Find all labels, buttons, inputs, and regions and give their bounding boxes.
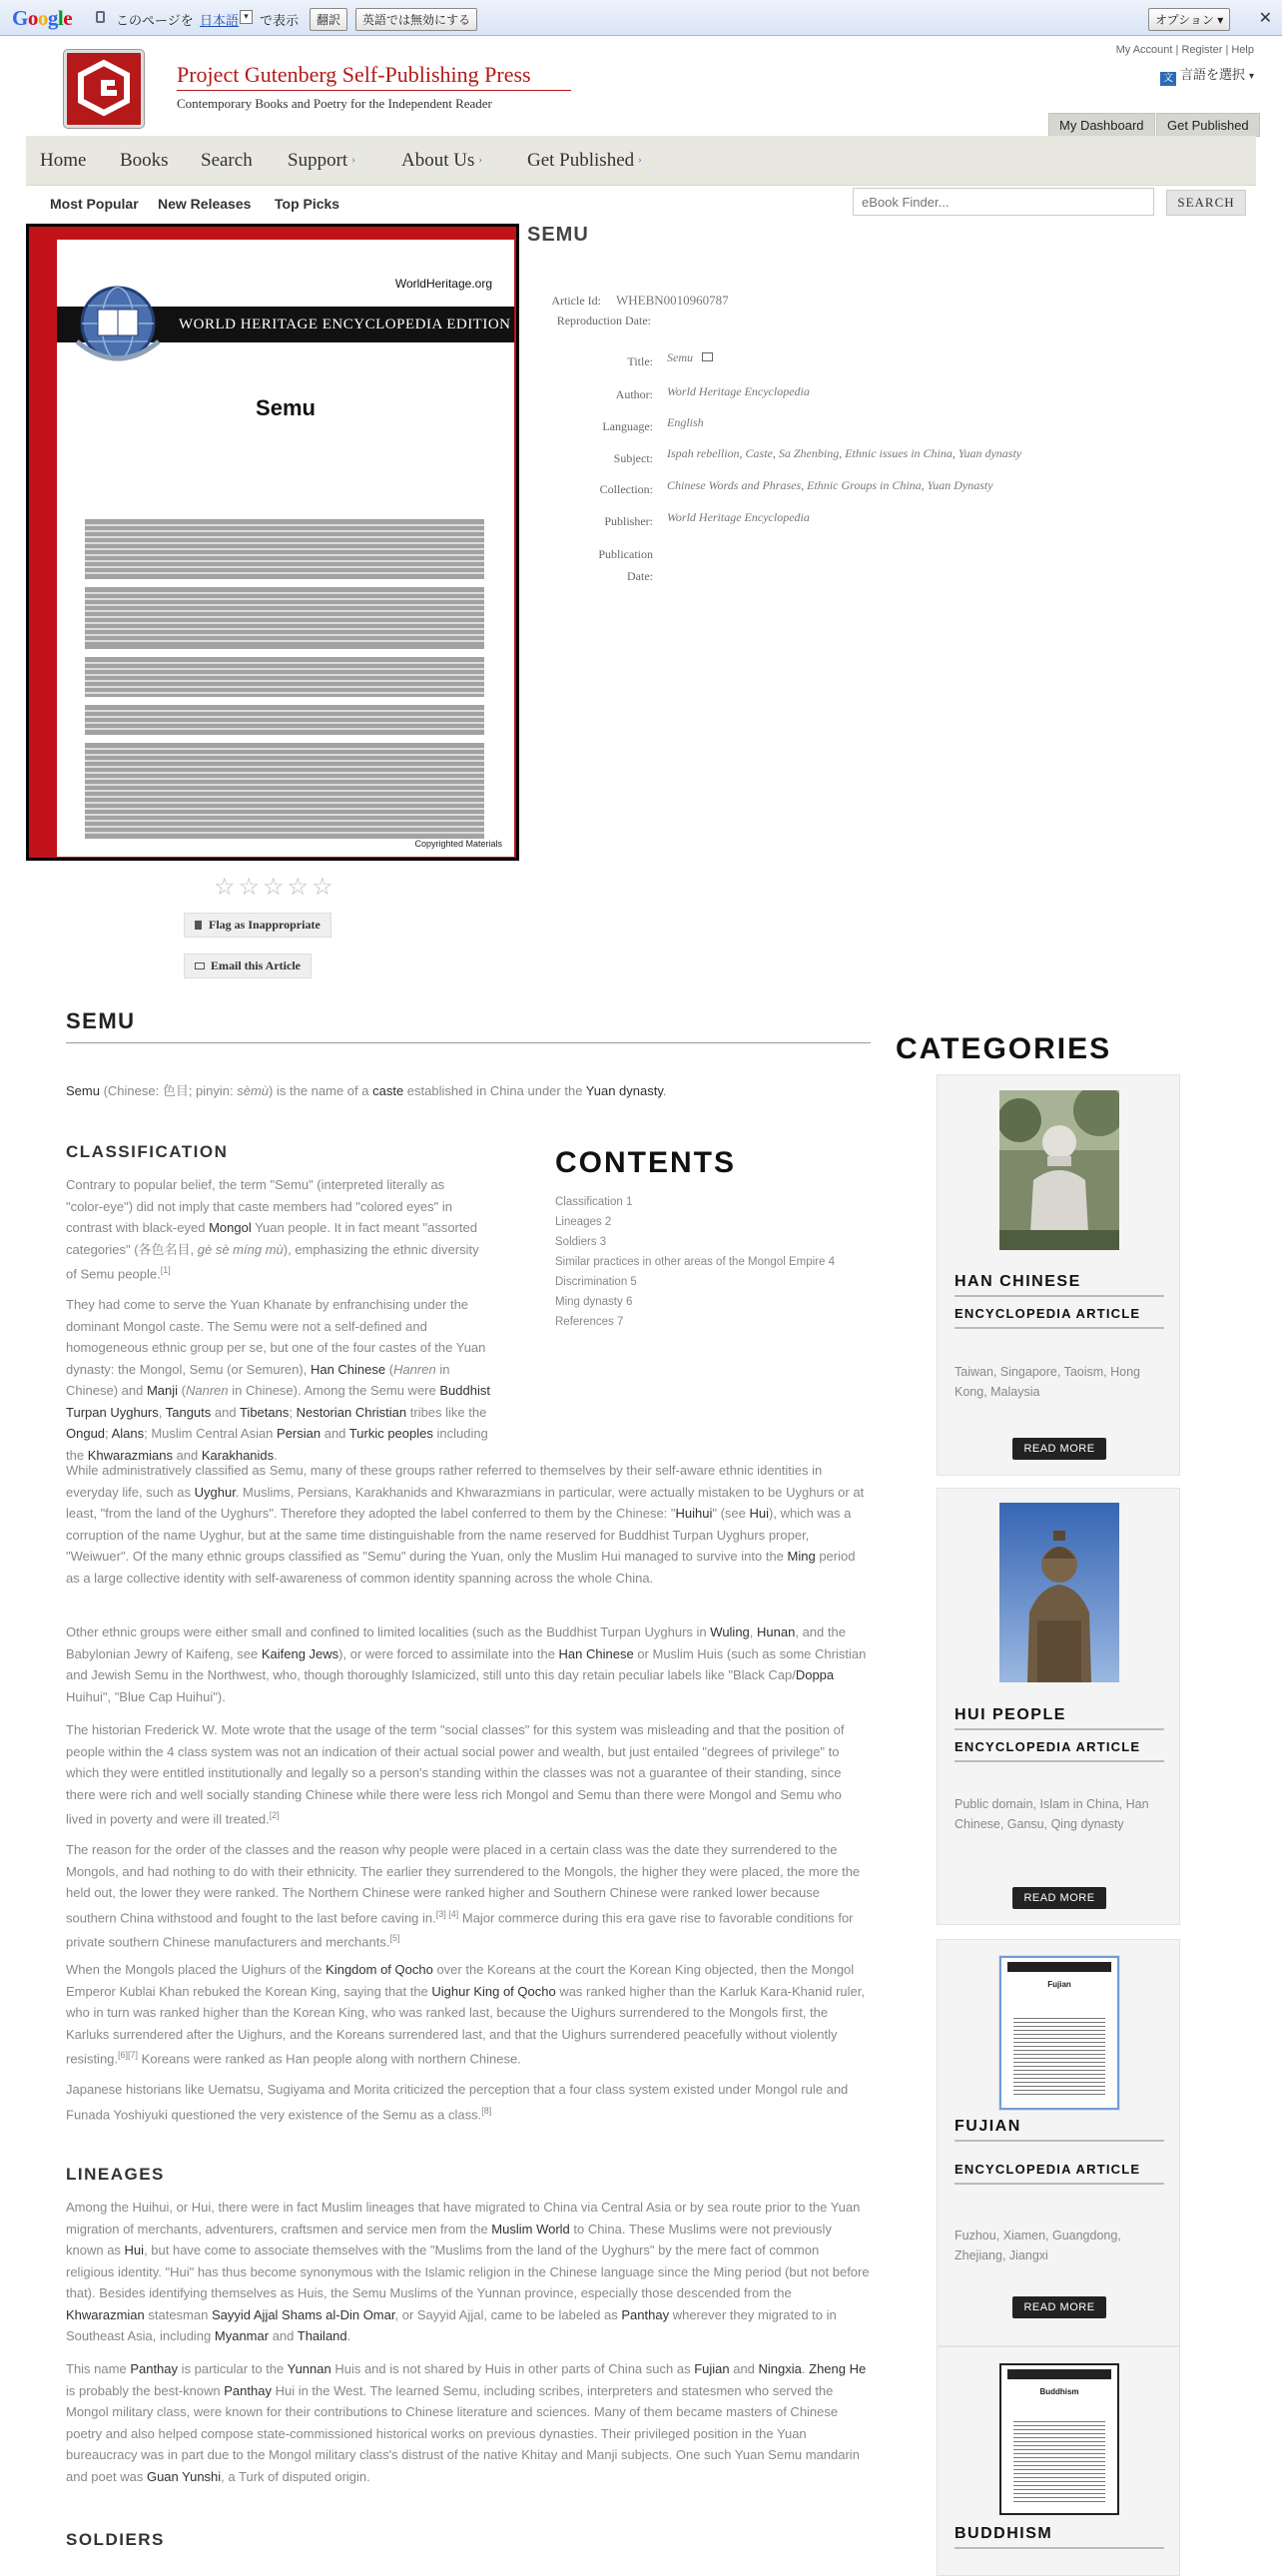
cover-copyright: Copyrighted Materials [414, 839, 502, 849]
fujian-cover[interactable]: Fujian [999, 1956, 1119, 2110]
translate-text: このページを [116, 13, 194, 28]
lineages-heading: LINEAGES [66, 2165, 165, 2184]
collection-label: Collection: [599, 482, 653, 496]
hui-people-photo[interactable] [999, 1503, 1119, 1682]
card-title[interactable]: HAN CHINESE [955, 1273, 1081, 1290]
nav-about-us[interactable]: About Us › [401, 150, 483, 171]
intro-paragraph: Semu (Chinese: 色目; pinyin: sèmù) is the name of a caste established in China under the Yuan dynasty. [66, 1083, 667, 1098]
classification-para-6: The reason for the order of the classes and the reason why people were placed in a certain class was the date they surrendered to the Mongols, and had nothing to do with their ethnicity. The earlier they surrendered to the Mongols, the higher they were placed, the more the held out, the lower they were ranked. The Northern Chinese were ranked higher and Southern Chinese were ranked lower because southern China withstood and fought to the last before caving in.[3] [4] Major commerce during this era gave rise to favorable conditions for private southern Chinese manufacturers and merchants.[5] [66, 1842, 861, 1950]
categories-heading: CATEGORIES [896, 1032, 1112, 1065]
cover-text-block [85, 519, 484, 839]
classification-heading: CLASSIFICATION [66, 1142, 229, 1161]
language-selector[interactable]: 文 言語を選択 ▾ [1160, 64, 1254, 86]
buddhism-cover[interactable]: Buddhism [999, 2363, 1119, 2515]
ebook-search-input[interactable] [853, 188, 1154, 216]
language-label: Language: [602, 419, 653, 433]
title-underline [177, 90, 571, 91]
card-divider [955, 1728, 1164, 1730]
nav-get-published[interactable]: Get Published › [527, 150, 642, 171]
publisher-value[interactable]: World Heritage Encyclopedia [667, 510, 810, 524]
subnav-new-releases[interactable]: New Releases [158, 196, 252, 212]
publisher-label: Publisher: [604, 514, 653, 528]
translate-text-2: で表示 [260, 13, 300, 28]
read-more-button[interactable]: READ MORE [1012, 2296, 1106, 2318]
card-divider [955, 2183, 1164, 2185]
category-card-fujian[interactable] [937, 1939, 1180, 2346]
language-select[interactable]: 日本語 [200, 13, 240, 28]
subject-label: Subject: [613, 451, 653, 465]
search-button[interactable]: SEARCH [1166, 190, 1246, 216]
cover-site: WorldHeritage.org [394, 277, 492, 291]
toc-item[interactable]: Classification 1 [555, 1196, 633, 1208]
site-subtitle: Contemporary Books and Poetry for the Independent Reader [177, 96, 492, 111]
disable-english-button[interactable]: 英語では無効にする [355, 8, 477, 31]
classification-para-1: Contrary to popular belief, the term "Semu" (interpreted literally as "color-eye") did not imply that caste members had "colored eyes" in contrast with black-eyed Mongol Yuan people. It in fact meant "assorted categories" (各色名目, gè sè míng mù), emphasizing the ethnic diversity of Semu people.[1] [66, 1177, 479, 1282]
article-id-label: Article Id: [551, 294, 601, 308]
author-value[interactable]: World Heritage Encyclopedia [667, 384, 810, 398]
toc-item[interactable]: Ming dynasty 6 [555, 1296, 633, 1308]
nav-books[interactable]: Books [120, 150, 169, 171]
han-chinese-photo[interactable] [999, 1090, 1119, 1250]
read-more-button[interactable]: READ MORE [1012, 1887, 1106, 1909]
heading-rule [66, 1042, 871, 1043]
subnav-most-popular[interactable]: Most Popular [50, 196, 139, 212]
toc-item[interactable]: Lineages 2 [555, 1216, 612, 1228]
rating-stars[interactable]: ☆☆☆☆☆ [214, 874, 336, 901]
lineages-para-2: This name Panthay is particular to the Yunnan Huis and is not shared by Huis in other parts of China such as Fujian and Ningxia. Zheng He is probably the best-known Panthay Hui in the West. The learned Semu, including scribes, interpreters and statesmen who served the Mongol military class, were known for their contributions to Chinese literature and sciences. Many of them became masters of Chinese poetry and also helped compose state-commissioned historical works on previous dynasties. Their privileged position in the Yuan bureaucracy was in part due to the Mongol military class's distrust of the native Khitay and Manji subjects. One such Yuan Semu mandarin and poet was Guan Yunshi, a Turk of disputed origin. [66, 2361, 867, 2484]
card-divider [955, 2140, 1164, 2142]
category-card-hui-people[interactable] [937, 1488, 1180, 1925]
lock-icon [96, 11, 105, 23]
flag-button[interactable]: Flag as Inappropriate [184, 913, 331, 938]
card-description: Fuzhou, Xiamen, Guangdong, Zhejiang, Jiangxi [955, 2229, 1121, 2262]
lineages-para-1: Among the Huihui, or Hui, there were in fact Muslim lineages that have migrated to China via Central Asia or by sea route prior to the Yuan migration of merchants, adventurers, craftsmen and service men from the Muslim World to China. These Muslims were not previously known as Hui, but have come to associate themselves with the "Muslims from the land of the Uyghurs" by the mere fact of common religious identity. "Hui" has thus become synonymous with the Islamic religion in the Chinese language since the Ming period (but not before that). Besides identifying themselves as Huis, the Semu Muslims of the Yunnan province, especially those descended from the Khwarazmian statesman Sayyid Ajjal Shams al-Din Omar, or Sayyid Ajjal, came to be labeled as Panthay wherever they migrated to in Southeast Asia, including Myanmar and Thailand. [66, 2200, 870, 2343]
classification-para-8: Japanese historians like Uematsu, Sugiyama and Morita criticized the perception that a four class system existed under Mongol rule and Funada Yoshiyuki questioned the very existence of the Semu as a class.[8] [66, 2082, 849, 2122]
chevron-right-icon: › [351, 154, 355, 166]
options-button[interactable]: オプション ▾ [1148, 8, 1230, 31]
card-subtitle: ENCYCLOPEDIA ARTICLE [955, 1739, 1141, 1754]
close-icon[interactable]: ✕ [1258, 10, 1272, 27]
card-title[interactable]: BUDDHISM [955, 2525, 1053, 2542]
pubdate-label-1: Publication [598, 547, 653, 561]
cover-title: Semu [256, 395, 316, 420]
card-divider [955, 1760, 1164, 1762]
contents-heading: CONTENTS [555, 1146, 736, 1179]
globe-logo-icon [71, 280, 165, 373]
toc-item[interactable]: References 7 [555, 1316, 624, 1328]
toc-item[interactable]: Soldiers 3 [555, 1236, 607, 1248]
read-more-button[interactable]: READ MORE [1012, 1438, 1106, 1460]
chevron-right-icon: › [478, 154, 483, 166]
card-divider [955, 2547, 1164, 2549]
language-value: English [667, 415, 704, 429]
card-title[interactable]: HUI PEOPLE [955, 1706, 1066, 1723]
card-divider [955, 1295, 1164, 1297]
card-description: Public domain, Islam in China, Han Chinese, Gansu, Qing dynasty [955, 1797, 1149, 1831]
email-button[interactable]: Email this Article [184, 954, 312, 978]
info-heading: SEMU [527, 224, 589, 246]
card-subtitle: ENCYCLOPEDIA ARTICLE [955, 1306, 1141, 1321]
card-divider [955, 1327, 1164, 1329]
classification-para-2: They had come to serve the Yuan Khanate by enfranchising under the dominant Mongol caste. The Semu were not a self-defined and homogeneous ethnic group per se, but one of the four castes of the Yuan dynasty: the Mongol, Semu (or Semuren), Han Chinese (Hanren in Chinese) and Manji (Nanren in Chinese). Among the Semu were Buddhist Turpan Uyghurs, Tanguts and Tibetans; Nestorian Christian tribes like the Ongud; Alans; Muslim Central Asian Persian and Turkic peoples including the Khwarazmians and Karakhanids. [66, 1297, 490, 1463]
classification-para-4: Other ethnic groups were either small and confined to limited localities (such as the Buddhist Turpan Uyghurs in Wuling, Hunan, and the Babylonian Jewry of Kaifeng, see Kaifeng Jews), or were forced to assimilate into the Han Chinese or Muslim Huis (such as some Christian and Jewish Semu in the Northwest, who, though thoroughly Islamicized, still unto this day retain peculiar labels like "Black Cap/Doppa Huihui", "Blue Cap Huihui"). [66, 1624, 867, 1704]
language-dropdown-icon[interactable]: ▾ [240, 10, 253, 24]
category-card-han-chinese[interactable] [937, 1074, 1180, 1476]
collection-value[interactable]: Chinese Words and Phrases, Ethnic Groups in China, Yuan Dynasty [667, 478, 993, 492]
soldiers-heading: SOLDIERS [66, 2530, 165, 2549]
chevron-right-icon: › [638, 154, 642, 166]
google-logo: Google [12, 6, 73, 30]
nav-home[interactable]: Home [40, 150, 87, 171]
classification-para-3: While administratively classified as Semu, many of these groups rather referred to themselves by their self-aware ethnic identities in everyday life, such as Uyghur. Muslims, Persians, Karakhanids and Khwarazmians in particular, were actually mistaken to be Uyghurs or at least, "from the land of the Uyghurs". Therefore they adopted the label conferred to them by the Chinese: "Huihui" (see Hui), which was a corruption of the name Uyghur, but at the same time distinguishable from the name reserved for Buddhist Turpan Uyghurs proper, "Weiwuer". Of the many ethnic groups classified as "Semu" during the Yuan, only the Muslim Hui managed to survive into the Ming period as a large collective identity with self-awareness of common identity spanning across the whole China. [66, 1463, 865, 1586]
translate-icon: 文 [1160, 72, 1176, 86]
toc-item[interactable]: Similar practices in other areas of the Mongol Empire 4 [555, 1256, 835, 1268]
repro-date-label: Reproduction Date: [556, 314, 651, 327]
classification-para-7: When the Mongols placed the Uighurs of the Kingdom of Qocho over the Koreans at the court the Korean King objected, then the Mongol Emperor Kublai Khan rebuked the Korean King, saying that the Uighur King of Qocho was ranked higher than the Karluk Kara-Khanid ruler, who in turn was ranked higher than the Korean King, who was ranked last, because the Uighurs surrendered to the Mongols first, the Karluks surrendered after the Uighurs, and the Koreans surrendered last, and that the Uighurs surrendered peacefully without violently resisting.[6][7] Koreans were ranked as Han people along with northern Chinese. [66, 1962, 865, 2067]
translate-button[interactable]: 翻訳 [310, 8, 347, 31]
nav-search[interactable]: Search [201, 150, 253, 171]
title-label: Title: [627, 354, 653, 368]
card-subtitle: ENCYCLOPEDIA ARTICLE [955, 2162, 1141, 2177]
cover-band: WORLD HERITAGE ENCYCLOPEDIA EDITION [57, 307, 514, 342]
card-title[interactable]: FUJIAN [955, 2118, 1021, 2135]
site-logo[interactable] [64, 50, 144, 128]
classification-para-5: The historian Frederick W. Mote wrote that the usage of the term "social classes" for this system was misleading and that the position of people within the 4 class system was not an indication of their actual social power and wealth, but just entailed "degrees of privilege" to which they were entitled institutionally and legally so a person's standing within the classes was not a guarantee of their standing, since there were rich and well socially standing Chinese while there were less rich Mongol and Semu than there were Mongol and Semu who lived in poverty and were ill treated.[2] [66, 1722, 845, 1827]
pubdate-label-2: Date: [627, 569, 653, 583]
trash-icon [195, 921, 202, 930]
card-description: Taiwan, Singapore, Taoism, Hong Kong, Malaysia [955, 1365, 1140, 1399]
article-heading: SEMU [66, 1008, 136, 1033]
category-card-buddhism[interactable] [937, 2346, 1180, 2576]
external-link-icon [702, 352, 713, 361]
account-links[interactable]: My Account | Register | Help [1115, 44, 1254, 56]
book-cover[interactable] [26, 224, 519, 861]
translate-bar [0, 0, 1282, 36]
author-label: Author: [615, 387, 653, 401]
article-id-value: WHEBN0010960787 [616, 293, 729, 308]
toc-item[interactable]: Discrimination 5 [555, 1276, 637, 1288]
envelope-icon [195, 963, 205, 969]
my-dashboard-button[interactable]: My Dashboard [1048, 113, 1155, 137]
site-title[interactable]: Project Gutenberg Self-Publishing Press [177, 62, 531, 87]
nav-support[interactable]: Support › [288, 150, 355, 171]
get-published-button[interactable]: Get Published [1156, 113, 1260, 137]
subnav-top-picks[interactable]: Top Picks [275, 196, 340, 212]
subject-value[interactable]: Ispah rebellion, Caste, Sa Zhenbing, Ethnic issues in China, Yuan dynasty [667, 446, 1022, 460]
title-value[interactable]: Semu [667, 350, 713, 365]
